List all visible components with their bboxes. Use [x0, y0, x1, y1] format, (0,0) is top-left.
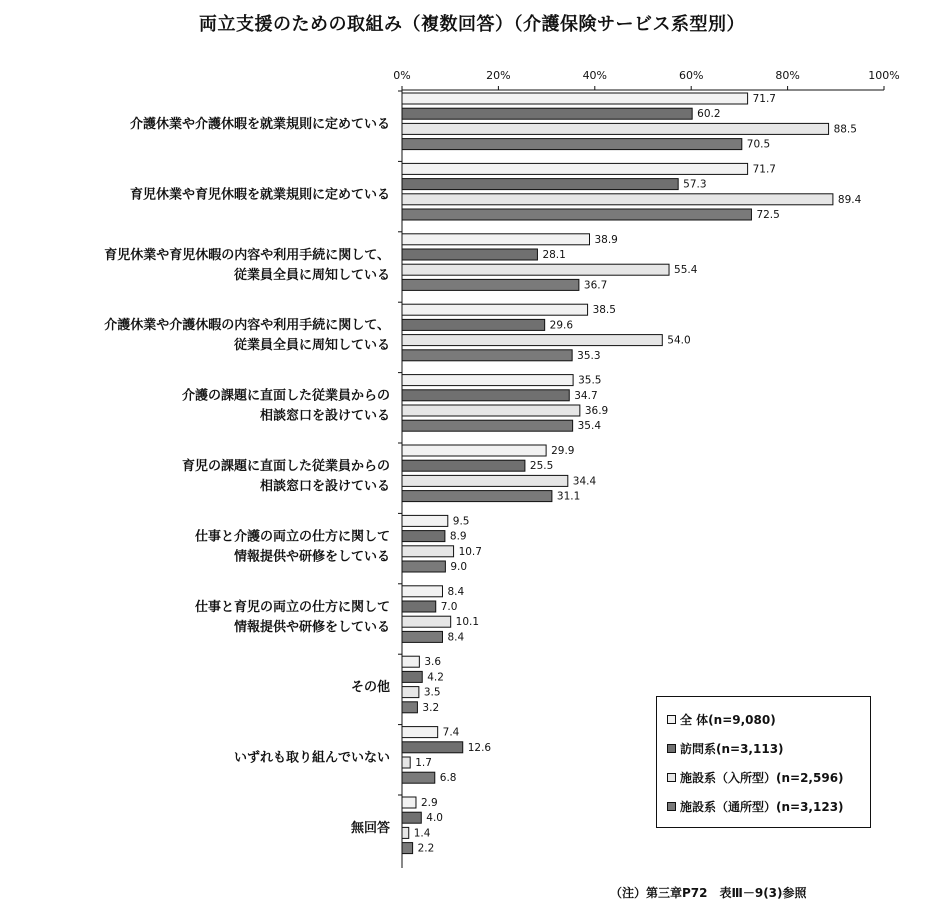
bar	[402, 687, 419, 698]
data-label: 3.2	[422, 701, 440, 714]
category-label: 無回答	[350, 821, 390, 836]
legend-item	[667, 734, 870, 763]
data-label: 35.5	[578, 374, 602, 387]
bar	[402, 616, 451, 627]
bar	[402, 194, 833, 205]
data-label: 6.8	[439, 772, 457, 785]
x-tick-label: 80%	[775, 69, 800, 82]
bar	[402, 179, 678, 190]
bar	[402, 319, 545, 330]
bar	[402, 491, 552, 502]
data-label: 25.5	[529, 460, 554, 473]
legend-label: 施設系（通所型）(n=3,123)	[680, 800, 844, 814]
category-label: その他	[350, 680, 390, 696]
category-label: 介護の課題に直面した従業員からの	[181, 388, 390, 404]
x-tick-label: 40%	[582, 69, 608, 82]
category-label: 情報提供や研修をしている	[233, 549, 390, 565]
bar	[402, 108, 692, 119]
x-tick-label: 60%	[678, 69, 704, 82]
legend	[656, 696, 871, 828]
bar	[402, 460, 525, 471]
legend-swatch	[667, 773, 676, 782]
source-note: （注）第三章P72 表Ⅲ－9(3)参照	[610, 886, 807, 900]
bar	[402, 546, 454, 557]
data-label: 7.4	[442, 726, 460, 739]
data-label: 57.3	[683, 178, 707, 191]
chart-title: 両立支援のための取組み（複数回答）（介護保険サービス系型別）	[199, 14, 745, 35]
data-label: 35.4	[577, 420, 602, 433]
bar	[402, 350, 572, 361]
data-label: 4.0	[426, 812, 443, 825]
bar	[402, 249, 537, 260]
category-label: 相談窓口を設けている	[259, 408, 390, 424]
data-label: 71.7	[752, 93, 776, 105]
legend-label: 全 体(n=9,080)	[680, 713, 776, 727]
bar	[402, 601, 436, 612]
data-label: 1.7	[415, 757, 432, 769]
data-label: 34.4	[572, 475, 597, 488]
bar	[402, 797, 416, 808]
data-label: 29.6	[549, 319, 574, 332]
data-label: 71.7	[752, 163, 776, 176]
bar	[402, 390, 569, 401]
bar	[402, 163, 748, 174]
legend-swatch	[667, 744, 676, 753]
data-label: 2.9	[420, 797, 438, 809]
bar	[402, 772, 435, 783]
bar	[402, 531, 445, 542]
data-label: 54.0	[667, 334, 691, 347]
data-label: 72.5	[756, 209, 780, 221]
data-label: 28.1	[542, 249, 566, 261]
data-label: 70.5	[746, 138, 771, 151]
data-label: 36.9	[584, 405, 609, 417]
data-label: 9.0	[450, 561, 468, 573]
data-label: 88.5	[833, 123, 857, 136]
category-label: 情報提供や研修をしている	[233, 619, 390, 635]
x-tick-label: 0%	[393, 69, 411, 82]
bar	[402, 93, 748, 104]
data-label: 36.7	[583, 279, 608, 292]
data-label: 38.5	[592, 304, 616, 317]
data-label: 38.9	[594, 233, 618, 246]
bar	[402, 515, 448, 526]
category-label: 仕事と育児の両立の仕方に関して	[194, 599, 390, 615]
bar	[402, 727, 438, 738]
x-tick-label: 20%	[486, 69, 511, 82]
category-label: 介護休業や介護休暇の内容や利用手続に関して、	[104, 318, 390, 334]
bar	[402, 335, 662, 346]
bar	[402, 445, 546, 456]
bar	[402, 420, 573, 431]
legend-swatch	[667, 715, 676, 724]
data-label: 1.4	[413, 827, 431, 840]
bar	[402, 812, 421, 823]
data-label: 12.6	[467, 741, 492, 754]
category-label: 従業員全員に周知している	[233, 338, 390, 354]
bar	[402, 405, 580, 416]
bar	[402, 843, 413, 854]
data-label: 55.4	[674, 264, 698, 277]
bar	[402, 671, 422, 682]
bar	[402, 827, 409, 838]
data-label: 8.9	[449, 530, 467, 543]
data-label: 10.1	[455, 616, 480, 629]
data-label: 4.2	[427, 671, 444, 684]
bar	[402, 561, 445, 572]
data-label: 34.7	[574, 389, 598, 402]
bar	[402, 123, 829, 134]
bar	[402, 475, 568, 486]
legend-item	[667, 792, 870, 821]
legend-label: 施設系（入所型）(n=2,596)	[680, 771, 844, 785]
bar	[402, 139, 742, 150]
category-label: 相談窓口を設けている	[259, 479, 390, 494]
category-label: 育児の課題に直面した従業員からの	[181, 459, 390, 474]
category-label: 従業員全員に周知している	[233, 267, 390, 283]
bar	[402, 586, 442, 597]
data-label: 2.2	[417, 842, 435, 855]
bar	[402, 304, 588, 315]
data-label: 31.1	[556, 490, 581, 503]
x-tick-label: 100%	[868, 69, 900, 82]
category-label: 仕事と介護の両立の仕方に関して	[194, 529, 390, 545]
bar	[402, 631, 442, 642]
category-label: 介護休業や介護休暇を就業規則に定めている	[129, 117, 390, 132]
bar	[402, 757, 410, 768]
data-label: 35.3	[577, 349, 601, 362]
bar	[402, 656, 419, 667]
data-label: 7.0	[440, 601, 458, 613]
legend-item	[667, 763, 870, 792]
bar	[402, 702, 417, 713]
data-label: 29.9	[551, 445, 575, 457]
legend-label: 訪問系(n=3,113)	[680, 742, 784, 756]
category-label: いずれも取り組んでいない	[233, 750, 390, 766]
bar	[402, 279, 579, 290]
data-label: 8.4	[447, 631, 465, 644]
data-label: 10.7	[458, 545, 482, 558]
data-label: 8.4	[447, 585, 465, 598]
bar	[402, 209, 751, 220]
data-label: 60.2	[697, 108, 721, 121]
data-label: 9.5	[452, 515, 470, 528]
data-label: 89.4	[837, 193, 862, 206]
legend-item	[667, 705, 870, 734]
bar	[402, 742, 463, 753]
bar	[402, 264, 669, 275]
bar	[402, 375, 573, 386]
legend-swatch	[667, 802, 676, 811]
data-label: 3.5	[423, 686, 441, 699]
data-label: 3.6	[424, 656, 442, 669]
bar	[402, 234, 589, 245]
category-label: 育児休業や育児休暇を就業規則に定めている	[129, 187, 390, 203]
category-label: 育児休業や育児休暇の内容や利用手続に関して、	[104, 247, 390, 263]
